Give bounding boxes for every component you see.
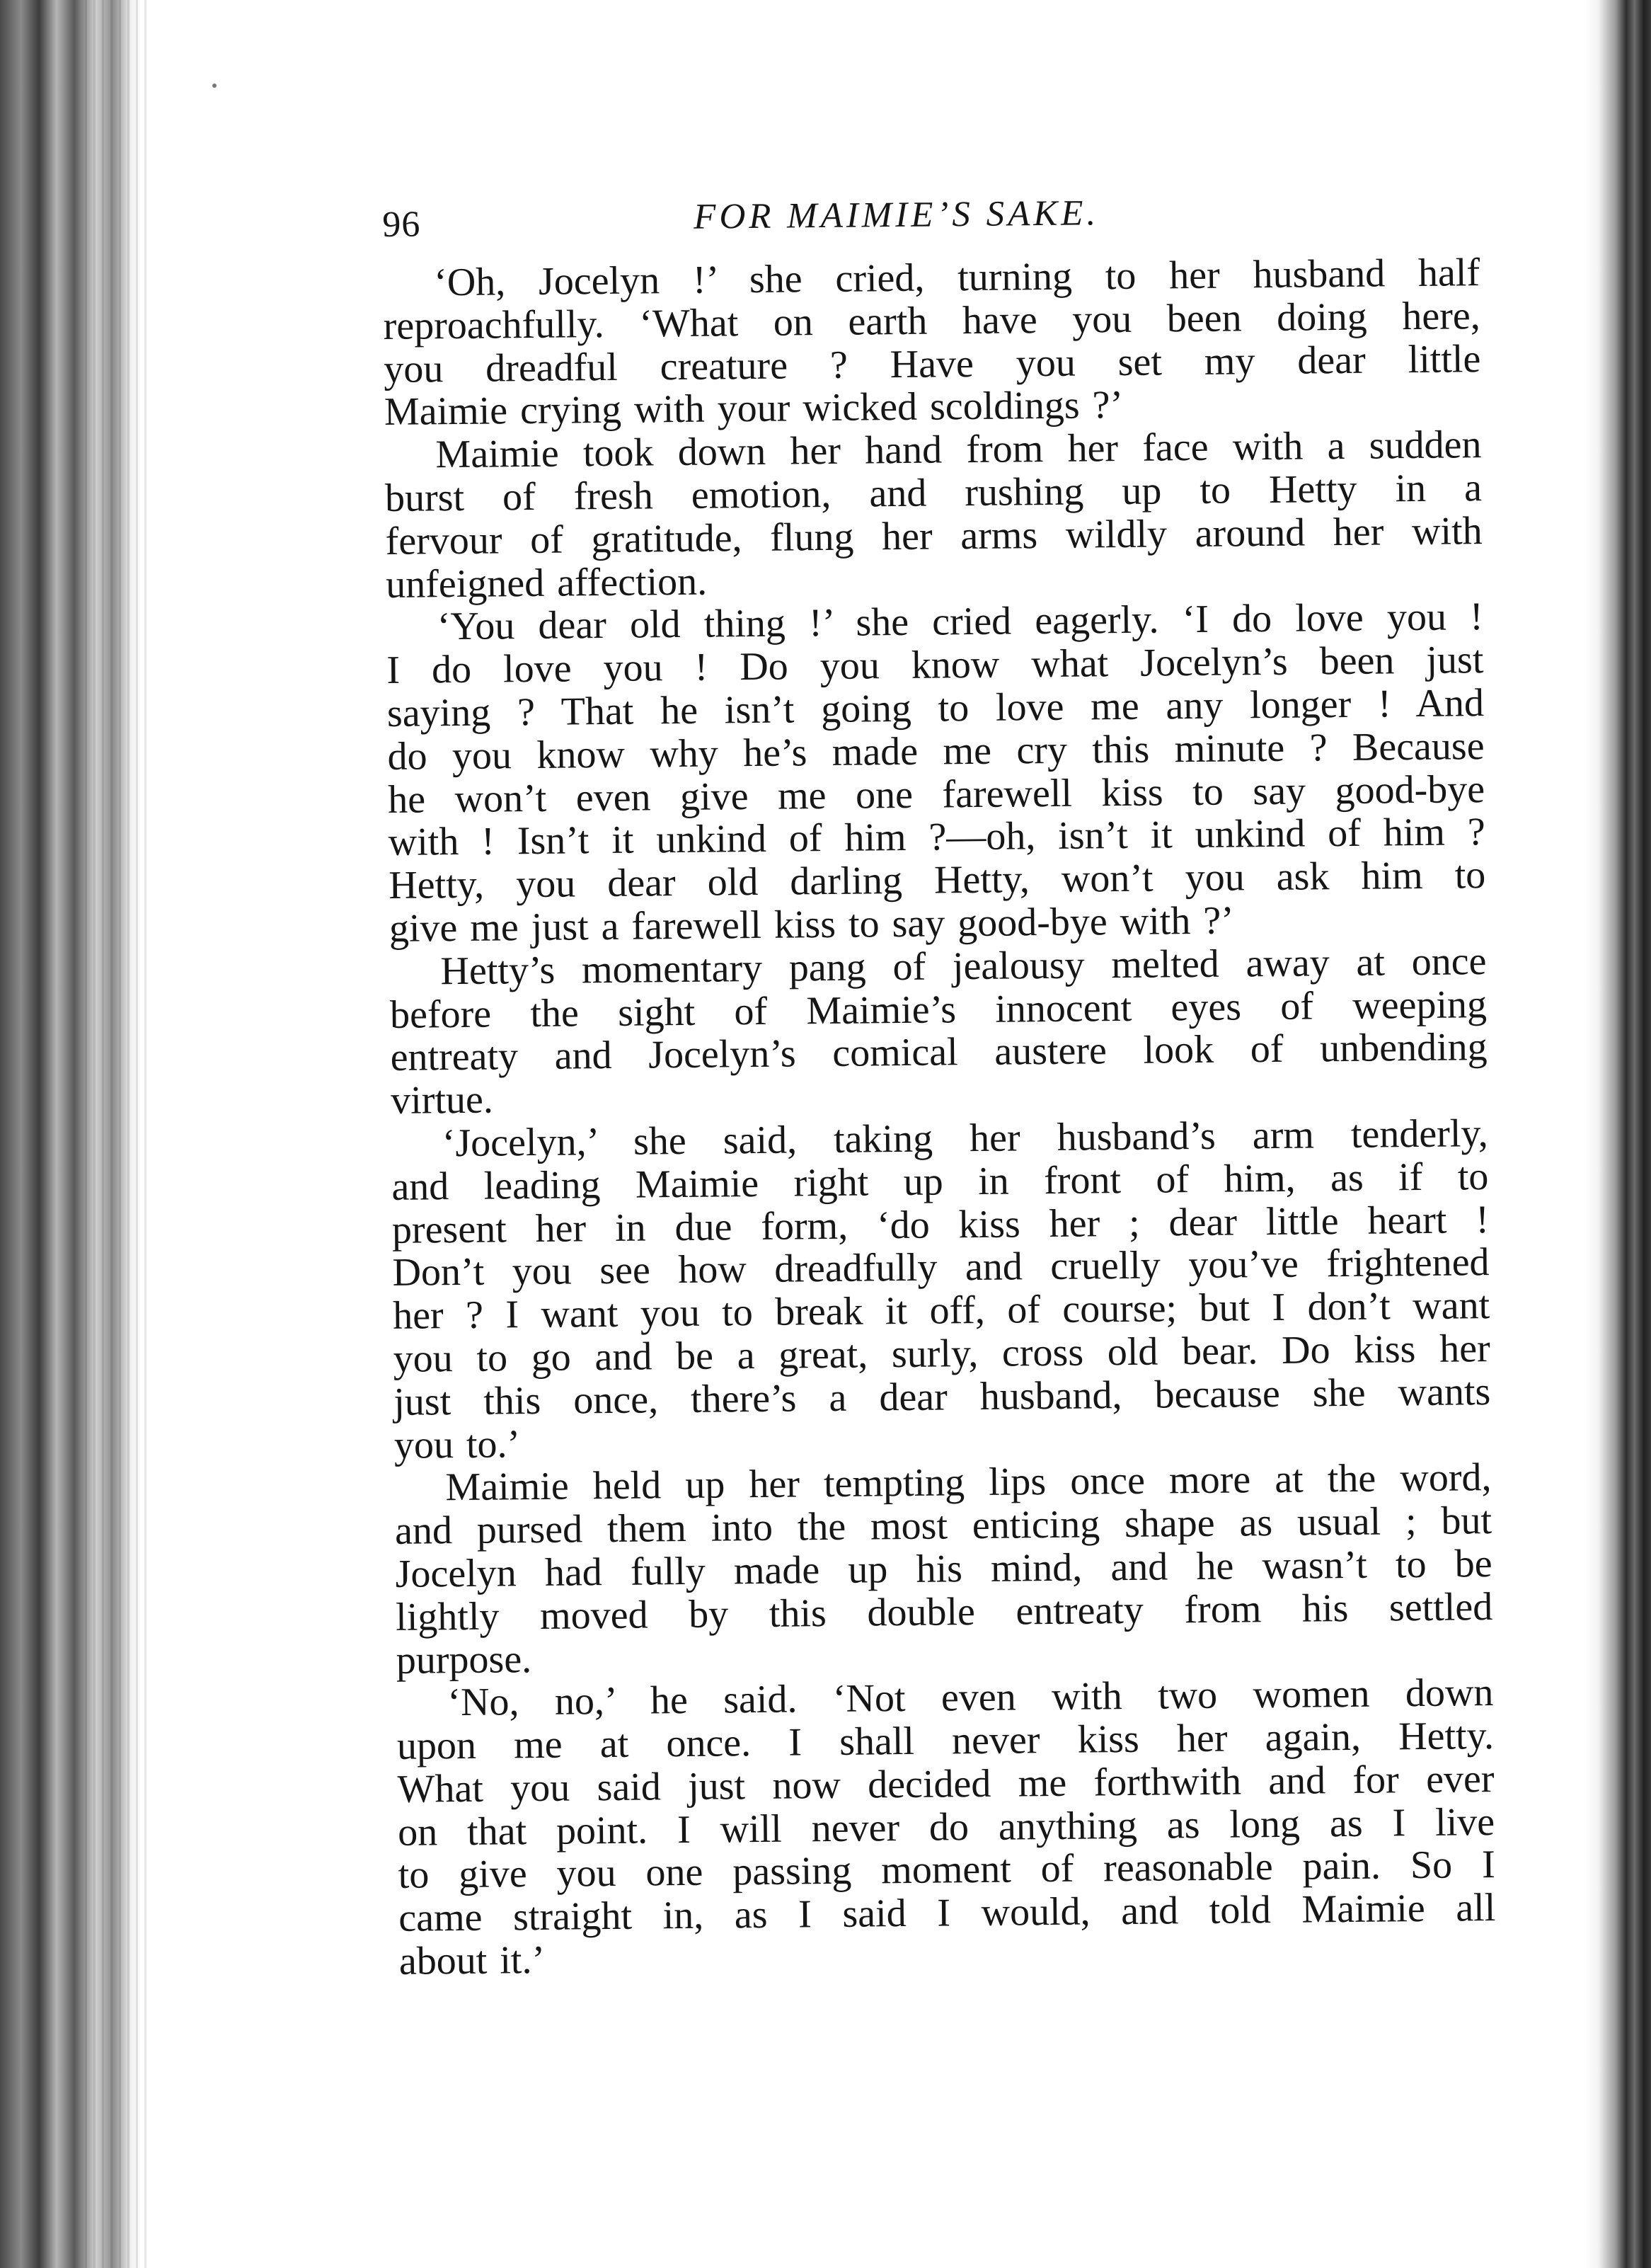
text-line: What you said just now decided me forthwith and for ever	[397, 1756, 1495, 1811]
text-line: virtue.	[390, 1077, 494, 1123]
text-line: ‘No, no,’ he said. ‘Not even with two women down	[447, 1671, 1494, 1725]
paragraph	[383, 251, 1481, 434]
text-line: Hetty’s momentary pang of jealousy melted away at once	[440, 939, 1487, 994]
text-line: her ? I want you to break it off, of course; but I don’t want	[392, 1283, 1490, 1339]
text-line: with ! Isn’t it unkind of him ?—oh, isn’t it unkind of him ?	[388, 810, 1485, 865]
text-line: saying ? That he isn’t going to love me any longer ! And	[386, 681, 1485, 735]
paragraph	[386, 595, 1487, 950]
text-line: present her in due form, ‘do kiss her ; dear little heart !	[391, 1197, 1490, 1252]
text-line: Maimie held up her tempting lips once more at the word,	[445, 1455, 1492, 1510]
text-line: ‘Jocelyn,’ she said, taking her husband’s arm tenderly,	[442, 1111, 1489, 1166]
text-line: give me just a farewell kiss to say good-bye with ?’	[389, 898, 1235, 951]
text-line: you to.’	[393, 1421, 521, 1467]
paragraph	[394, 1456, 1493, 1682]
text-line: Maimie took down her hand from her face with a sudden	[435, 423, 1482, 477]
text-line: and pursed them into the most enticing shape as usual ; but	[394, 1499, 1492, 1554]
text-line: lightly moved by this double entreaty from his settled	[395, 1584, 1493, 1639]
text-line: he won’t even give me one farewell kiss to say good-bye	[387, 767, 1485, 822]
text-line: Maimie crying with your wicked scoldings ?’	[384, 383, 1124, 435]
text-line: ‘You dear old thing !’ she cried eagerly. ‘I do love you !	[437, 595, 1484, 649]
paragraph	[389, 940, 1488, 1123]
text-line: and leading Maimie right up in front of him, as if to	[391, 1154, 1489, 1209]
paragraph	[391, 1112, 1492, 1467]
text-line: just this once, there’s a dear husband, because she wants	[393, 1369, 1491, 1424]
body-text	[383, 251, 1496, 1983]
book-page	[382, 188, 1497, 2039]
text-line: do you know why he’s made me cry this minute ? Because	[387, 723, 1485, 779]
paragraph	[384, 423, 1483, 606]
text-line: purpose.	[396, 1637, 532, 1683]
text-line: I do love you ! Do you know what Jocelyn’s been just	[386, 638, 1484, 693]
text-line: you to go and be a great, surly, cross old bear. Do kiss her	[393, 1326, 1490, 1381]
text-line: came straight in, as I said I would, and told Maimie all	[398, 1886, 1496, 1941]
text-line: burst of fresh emotion, and rushing up to Hetty in a	[384, 466, 1483, 520]
running-head	[382, 188, 1480, 262]
text-line: to give you one passing moment of reasonable pain. So I	[398, 1843, 1495, 1898]
text-line: on that point. I will never do anything as long as I live	[397, 1799, 1495, 1855]
text-line: Don’t you see how dreadfully and cruelly you’ve frightened	[392, 1240, 1490, 1295]
text-line: Jocelyn had fully made up his mind, and he wasn’t to be	[395, 1541, 1492, 1596]
running-title: FOR MAIMIE’S SAKE.	[694, 193, 1100, 237]
paragraph	[396, 1671, 1496, 1983]
text-line: fervour of gratitude, flung her arms wildly around her with	[385, 508, 1483, 563]
text-line: upon me at once. I shall never kiss her again, Hetty.	[396, 1714, 1495, 1768]
text-line: you dreadful creature ? Have you set my dear little	[384, 336, 1481, 391]
text-line: unfeigned affection.	[385, 559, 708, 607]
text-line: before the sight of Maimie’s innocent eyes of weeping	[389, 982, 1488, 1037]
page-number: 96	[382, 204, 421, 245]
scan-speck	[212, 84, 217, 88]
text-line: Hetty, you dear old darling Hetty, won’t you ask him to	[389, 853, 1486, 908]
page-stack-edges	[85, 0, 149, 2268]
text-line: entreaty and Jocelyn’s comical austere look of unbending	[390, 1025, 1488, 1080]
text-line: ‘Oh, Jocelyn !’ she cried, turning to her husband half	[433, 251, 1480, 305]
right-page-edge	[1584, 0, 1651, 2268]
text-line: about it.’	[398, 1937, 546, 1983]
text-line: reproachfully. ‘What on earth have you been doing here,	[383, 293, 1480, 348]
